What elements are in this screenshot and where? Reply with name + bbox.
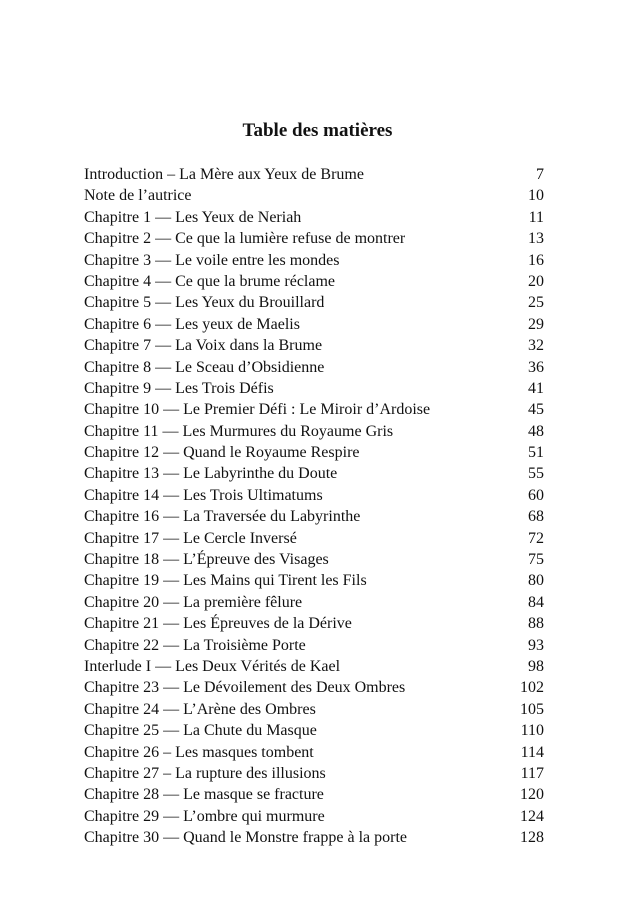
toc-entry-label: Chapitre 14 — Les Trois Ultimatums (84, 486, 323, 504)
toc-entry-label: Chapitre 25 — La Chute du Masque (84, 722, 317, 740)
toc-entry-page-number: 102 (520, 679, 544, 697)
toc-entry (84, 185, 544, 206)
toc-entry-label: Chapitre 23 — Le Dévoilement des Deux Ombres (84, 679, 406, 697)
toc-entry-page-number: 25 (528, 294, 544, 312)
toc-entry-label: Interlude I — Les Deux Vérités de Kael (84, 657, 341, 675)
toc-entry (84, 806, 544, 827)
toc-entry (84, 207, 544, 228)
toc-entry-label: Chapitre 11 — Les Murmures du Royaume Gris (84, 422, 394, 440)
toc-entry-label: Chapitre 16 — La Traversée du Labyrinthe (84, 508, 361, 526)
toc-entry-page-number: 110 (520, 722, 544, 740)
toc-entry-label: Chapitre 1 — Les Yeux de Neriah (84, 208, 302, 226)
toc-entry (84, 742, 544, 763)
toc-entry-label: Chapitre 26 – Les masques tombent (84, 743, 314, 761)
table-of-contents (84, 164, 544, 849)
toc-entry-label: Chapitre 20 — La première fêlure (84, 593, 303, 611)
toc-entry-page-number: 55 (528, 465, 544, 483)
toc-entry (84, 164, 544, 185)
toc-entry-page-number: 84 (528, 593, 544, 611)
toc-entry-page-number: 29 (528, 315, 544, 333)
toc-entry-label: Chapitre 29 — L’ombre qui murmure (84, 807, 325, 825)
toc-entry-page-number: 117 (520, 764, 544, 782)
toc-entry (84, 656, 544, 677)
toc-entry-page-number: 32 (528, 337, 544, 355)
toc-entry-label: Chapitre 18 — L’Épreuve des Visages (84, 551, 329, 569)
toc-entry-label: Chapitre 10 — Le Premier Défi : Le Miroir d’Ardoise (84, 401, 431, 419)
toc-entry-label: Chapitre 9 — Les Trois Défis (84, 379, 274, 397)
toc-entry (84, 549, 544, 570)
toc-entry-page-number: 98 (528, 657, 544, 675)
toc-entry-page-number: 72 (528, 529, 544, 547)
toc-entry-page-number: 41 (528, 379, 544, 397)
toc-entry-label: Chapitre 7 — La Voix dans la Brume (84, 337, 323, 355)
toc-entry-page-number: 93 (528, 636, 544, 654)
toc-entry-page-number: 88 (528, 615, 544, 633)
toc-entry-page-number: 120 (520, 786, 544, 804)
toc-entry (84, 378, 544, 399)
toc-entry-page-number: 13 (528, 230, 544, 248)
page-title: Table des matières (242, 120, 393, 141)
toc-entry (84, 463, 544, 484)
toc-entry-label: Chapitre 4 — Ce que la brume réclame (84, 272, 336, 290)
toc-entry-label: Chapitre 3 — Le voile entre les mondes (84, 251, 340, 269)
toc-entry-label: Introduction – La Mère aux Yeux de Brume (84, 166, 364, 183)
toc-entry-label: Chapitre 22 — La Troisième Porte (84, 636, 306, 654)
toc-entry (84, 228, 544, 249)
toc-entry-label: Chapitre 17 — Le Cercle Inversé (84, 529, 297, 547)
toc-entry-page-number: 7 (536, 166, 544, 183)
toc-entry (84, 528, 544, 549)
toc-entry (84, 613, 544, 634)
toc-entry-label: Chapitre 2 — Ce que la lumière refuse de montrer (84, 230, 406, 248)
toc-entry-page-number: 80 (528, 572, 544, 590)
toc-entry-page-number: 10 (528, 187, 544, 205)
toc-entry-label: Chapitre 24 — L’Arène des Ombres (84, 700, 316, 718)
toc-entry (84, 421, 544, 442)
toc-entry-page-number: 51 (528, 444, 544, 462)
toc-entry-page-number: 45 (528, 401, 544, 419)
toc-entry (84, 314, 544, 335)
toc-entry-page-number: 124 (520, 807, 544, 825)
toc-entry-page-number: 20 (528, 272, 544, 290)
toc-entry (84, 442, 544, 463)
toc-entry (84, 592, 544, 613)
toc-entry-page-number: 128 (520, 829, 544, 847)
toc-entry-label: Chapitre 27 – La rupture des illusions (84, 764, 326, 782)
toc-entry (84, 250, 544, 271)
toc-entry (84, 570, 544, 591)
toc-entry (84, 506, 544, 527)
toc-entry-label: Chapitre 12 — Quand le Royaume Respire (84, 444, 360, 462)
toc-entry-label: Chapitre 19 — Les Mains qui Tirent les Fils (84, 572, 367, 590)
toc-entry-page-number: 48 (528, 422, 544, 440)
toc-entry-label: Chapitre 13 — Le Labyrinthe du Doute (84, 465, 338, 483)
toc-entry (84, 271, 544, 292)
toc-entry (84, 635, 544, 656)
toc-entry-page-number: 114 (520, 743, 544, 761)
toc-entry (84, 699, 544, 720)
toc-entry (84, 677, 544, 698)
toc-entry (84, 720, 544, 741)
toc-entry-page-number: 36 (528, 358, 544, 376)
toc-entry (84, 292, 544, 313)
toc-entry (84, 485, 544, 506)
toc-entry-page-number: 105 (520, 700, 544, 718)
toc-entry (84, 763, 544, 784)
toc-entry-page-number: 11 (528, 208, 544, 226)
toc-entry-label: Chapitre 21 — Les Épreuves de la Dérive (84, 615, 352, 633)
toc-entry (84, 399, 544, 420)
toc-entry-page-number: 60 (528, 486, 544, 504)
toc-entry-page-number: 68 (528, 508, 544, 526)
toc-entry (84, 357, 544, 378)
toc-entry-label: Chapitre 28 — Le masque se fracture (84, 786, 324, 804)
toc-entry-label: Chapitre 8 — Le Sceau d’Obsidienne (84, 358, 325, 376)
toc-entry-page-number: 75 (528, 551, 544, 569)
toc-entry (84, 335, 544, 356)
toc-entry-page-number: 16 (528, 251, 544, 269)
toc-entry-label: Chapitre 30 — Quand le Monstre frappe à la porte (84, 829, 408, 847)
toc-entry (84, 784, 544, 805)
toc-entry (84, 827, 544, 848)
toc-entry-label: Chapitre 5 — Les Yeux du Brouillard (84, 294, 325, 312)
toc-entry-label: Chapitre 6 — Les yeux de Maelis (84, 315, 300, 333)
toc-entry-label: Note de l’autrice (84, 187, 192, 205)
